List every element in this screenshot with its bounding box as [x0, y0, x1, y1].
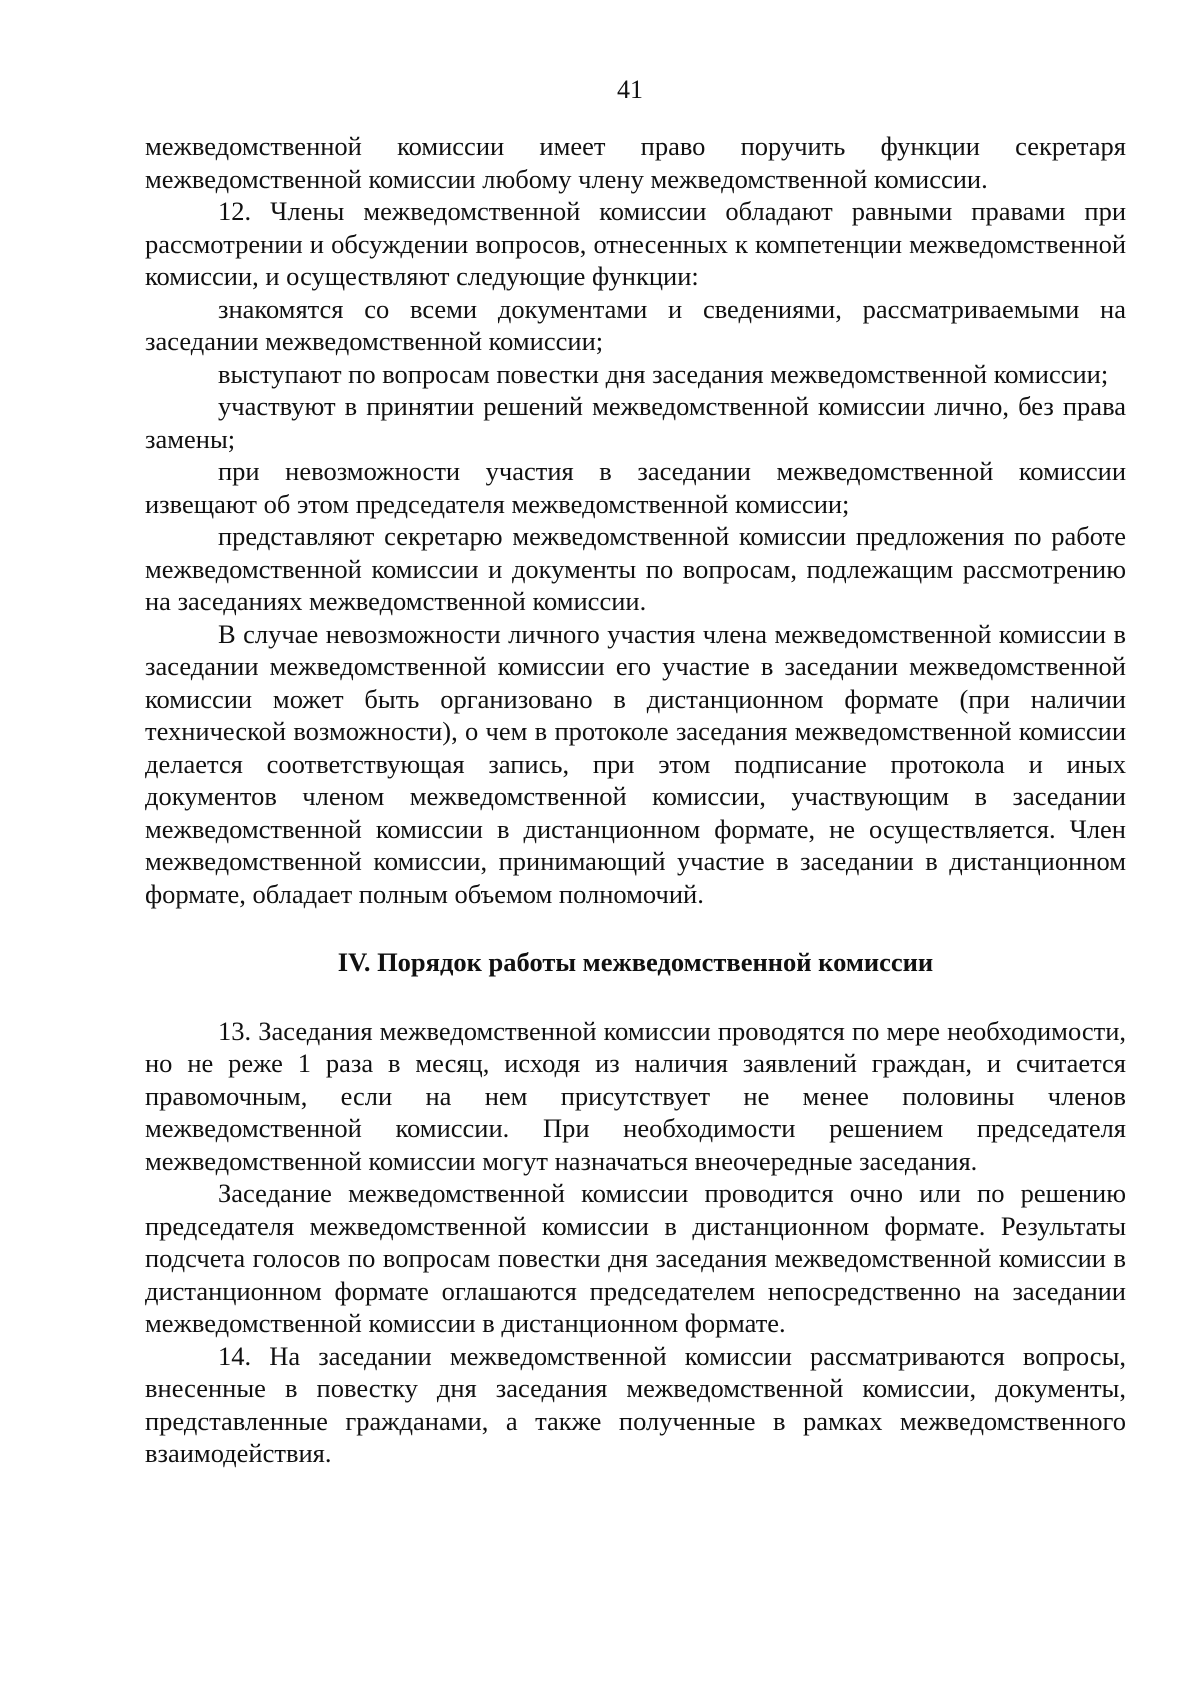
paragraph-function-documents: знакомятся со всеми документами и сведениями, рассматриваемыми на заседании межведомственной комиссии;: [145, 293, 1126, 356]
section-heading: IV. Порядок работы межведомственной комиссии: [337, 947, 934, 977]
paragraph-remote-meeting: Заседание межведомственной комиссии проводится очно или по решению председателя межведомственной комиссии в дистанционном формате. Результаты подсчета голосов по вопросам повестки дня заседания межведомственной комиссии в дистанционном формате оглашаются председателем непосредственно на заседании межведомственной комиссии в дистанционном формате.: [145, 1178, 1126, 1338]
paragraph-function-notify: при невозможности участия в заседании межведомственной комиссии извещают об этом председателя межведомственной комиссии;: [145, 456, 1126, 519]
paragraph-remote-participation: В случае невозможности личного участия члена межведомственной комиссии в заседании межведомственной комиссии его участие в заседании межведомственной комиссии может быть организовано в дистанционном формате (при наличии технической возможности), о чем в протоколе заседания межведомственной комиссии делается соответствующая запись, при этом подписание протокола и иных документов членом межведомственной комиссии, участвующим в заседании межведомственной комиссии в дистанционном формате, не осуществляется. Член межведомственной комиссии, принимающий участие в заседании в дистанционном формате, обладает полным объемом полномочий.: [145, 618, 1126, 909]
page-number: 41: [617, 75, 643, 104]
paragraph-function-speak: выступают по вопросам повестки дня заседания межведомственной комиссии;: [218, 358, 1109, 389]
paragraph-continuation: межведомственной комиссии имеет право поручить функции секретаря межведомственной комиссии любому члену межведомственной комиссии.: [145, 131, 1126, 194]
paragraph-item-13: 13. Заседания межведомственной комиссии проводятся по мере необходимости, но не реже 1 раза в месяц, исходя из наличия заявлений граждан, и считается правомочным, если на нем присутствует не менее половины членов межведомственной комиссии. При необходимости решением председателя межведомственной комиссии могут назначаться внеочередные заседания.: [145, 1015, 1126, 1176]
paragraph-item-12: 12. Члены межведомственной комиссии обладают равными правами при рассмотрении и обсуждении вопросов, отнесенных к компетенции межведомственной комиссии, и осуществляют следующие функции:: [145, 196, 1126, 291]
paragraph-function-decisions: участвуют в принятии решений межведомственной комиссии лично, без права замены;: [145, 391, 1126, 454]
paragraph-function-proposals: представляют секретарю межведомственной комиссии предложения по работе межведомственной комиссии и документы по вопросам, подлежащим рассмотрению на заседаниях межведомственной комиссии.: [145, 521, 1126, 616]
document-body: [145, 130, 1126, 1470]
paragraph-item-14: 14. На заседании межведомственной комиссии рассматриваются вопросы, внесенные в повестку дня заседания межведомственной комиссии, документы, представленные гражданами, а также полученные в рамках межведомственного взаимодействия.: [145, 1340, 1126, 1468]
